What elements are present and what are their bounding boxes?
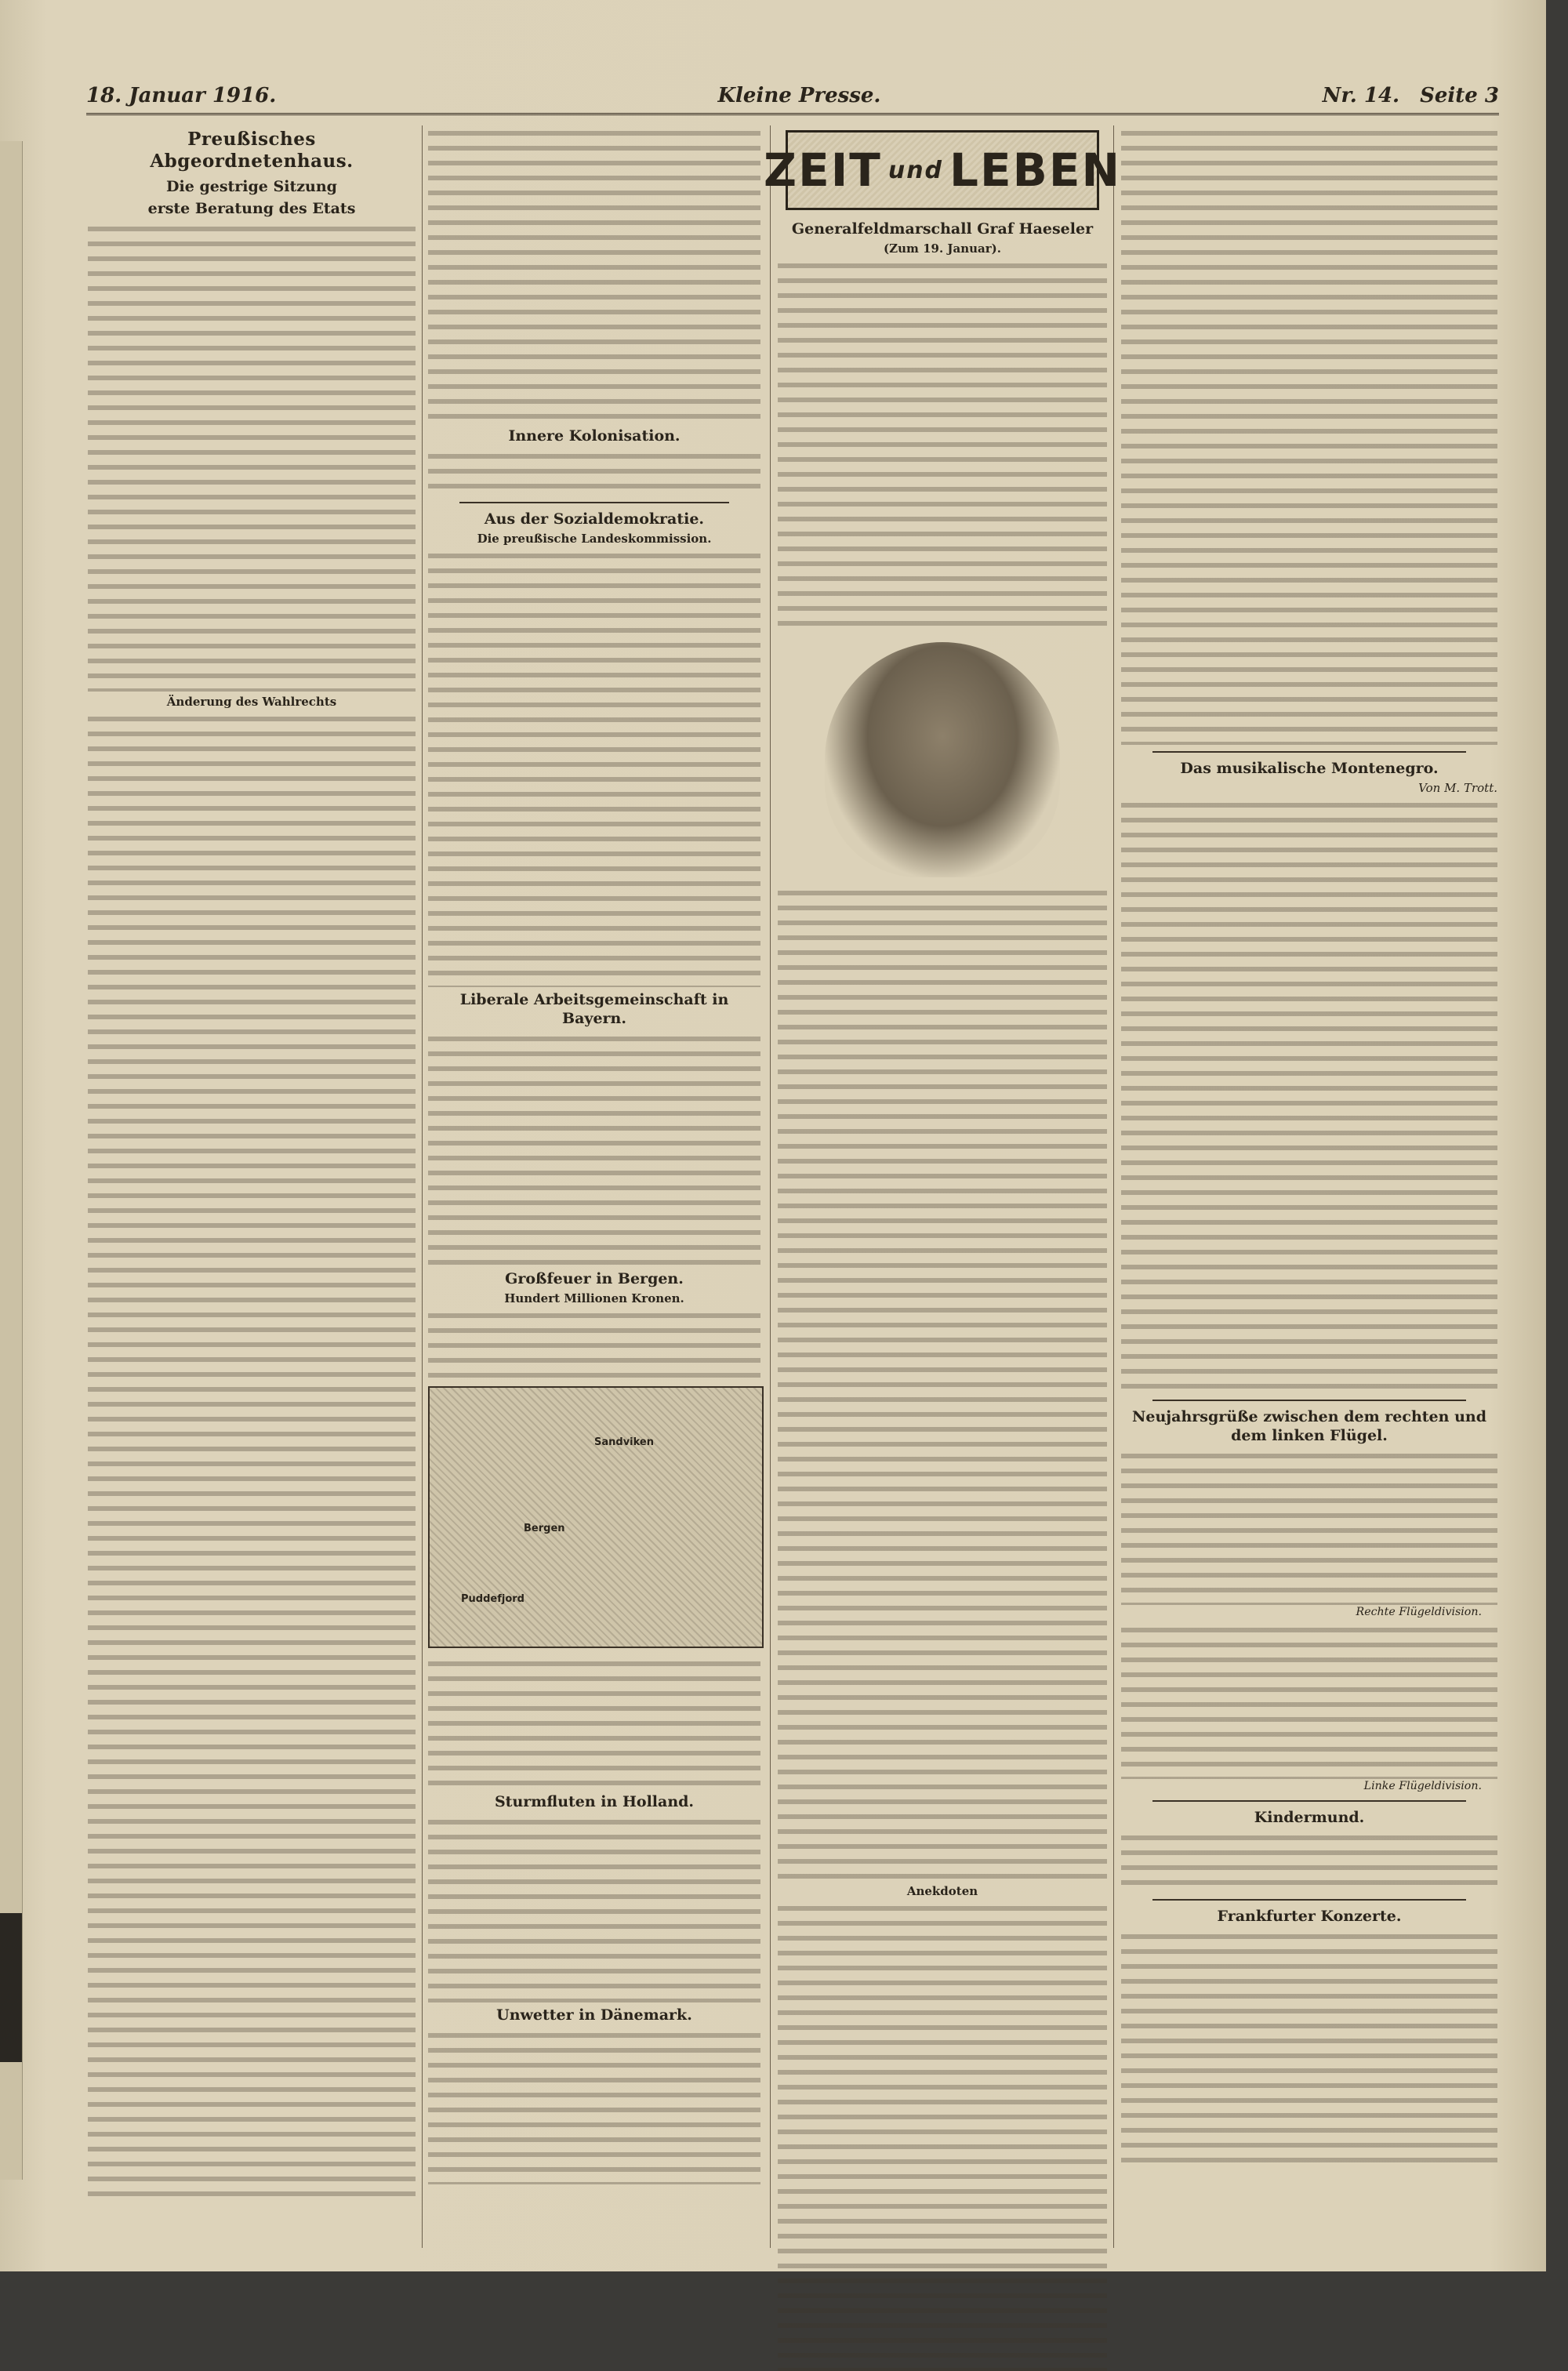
map-bergen xyxy=(428,1386,764,1648)
map-label: Sandviken xyxy=(594,1436,654,1448)
section-banner-zeit-und-leben xyxy=(764,130,1121,210)
article-body xyxy=(428,1814,760,2002)
signature-left-wing: Linke Flügeldivision. xyxy=(1363,1780,1482,1792)
headline-weather-denmark: Unwetter in Dänemark. xyxy=(496,2006,692,2024)
article-body xyxy=(428,2028,760,2184)
column-3 xyxy=(764,125,1121,2248)
headline-montenegro: Das musikalische Montenegro. xyxy=(1180,760,1439,777)
column-2 xyxy=(428,125,760,2248)
subhead-budget: erste Beratung des Etats xyxy=(147,200,356,217)
headline-liberal-bavaria: Liberale Arbeitsgemeinschaft in Bayern. xyxy=(459,991,729,1027)
page-header xyxy=(86,78,1499,115)
adjacent-page-edge xyxy=(0,141,23,2180)
column-4 xyxy=(1121,125,1497,2248)
banner-word: LEBEN xyxy=(949,143,1121,197)
issue-number: Nr. 14. xyxy=(1322,84,1400,107)
subhead-landeskommission: Die preußische Landeskommission. xyxy=(477,532,712,546)
banner-word: ZEIT xyxy=(764,143,882,197)
article-body xyxy=(428,1031,760,1266)
article-body xyxy=(428,125,760,423)
headline-kindermund: Kindermund. xyxy=(1254,1809,1365,1826)
poem-body xyxy=(1121,1622,1497,1779)
map-label: Bergen xyxy=(524,1523,565,1534)
article-body xyxy=(428,448,760,496)
headline-haeseler: Generalfeldmarschall Graf Haeseler xyxy=(791,220,1094,238)
separator xyxy=(1152,751,1466,753)
issue-date: 18. Januar 1916. xyxy=(86,84,277,107)
signature-right-wing: Rechte Flügeldivision. xyxy=(1356,1606,1482,1618)
column-rule xyxy=(770,125,771,2248)
article-body xyxy=(428,548,760,987)
separator xyxy=(1152,1400,1466,1401)
poem-body xyxy=(1121,1448,1497,1605)
column-rule xyxy=(422,125,423,2248)
subhead-anecdotes: Anekdoten xyxy=(906,1884,978,1898)
newspaper-name: Kleine Presse. xyxy=(717,84,881,107)
headline-greetings: Neujahrsgrüße zwischen dem rechten und dem linken Flügel. xyxy=(1132,1408,1486,1444)
separator xyxy=(1152,1899,1466,1901)
article-body xyxy=(1121,1929,1497,2164)
headline-colonization: Innere Kolonisation. xyxy=(508,427,681,445)
banner-word: und xyxy=(887,156,944,184)
column-1 xyxy=(88,125,416,2248)
headline-storm-holland: Sturmfluten in Holland. xyxy=(494,1793,695,1810)
headline-fire-bergen: Großfeuer in Bergen. xyxy=(505,1270,684,1287)
article-body xyxy=(428,1656,760,1789)
article-body xyxy=(88,711,416,2201)
separator xyxy=(459,502,729,503)
portrait-haeseler xyxy=(825,642,1060,877)
article-body xyxy=(778,1901,1107,2371)
subhead-session: Die gestrige Sitzung xyxy=(166,178,337,195)
headline-prussian-house: Preußisches Abgeordnetenhaus. xyxy=(150,129,354,172)
article-body xyxy=(778,885,1107,1881)
article-body xyxy=(1121,797,1497,1393)
article-body xyxy=(428,1308,760,1378)
article-body xyxy=(778,258,1107,634)
article-body xyxy=(1121,1830,1497,1893)
page-number: Seite 3 xyxy=(1420,84,1499,107)
map-label: Puddefjord xyxy=(461,1593,524,1605)
column-rule xyxy=(1113,125,1114,2248)
headline-frankfurt-concerts: Frankfurter Konzerte. xyxy=(1217,1908,1402,1925)
subhead-wahlrecht: Änderung des Wahlrechts xyxy=(166,695,337,709)
article-body xyxy=(1121,125,1497,745)
separator xyxy=(1152,1800,1466,1802)
subhead-haeseler: (Zum 19. Januar). xyxy=(884,241,1001,256)
headline-socdem: Aus der Sozialdemokratie. xyxy=(484,510,705,528)
article-body xyxy=(88,221,416,692)
issue-info xyxy=(1323,84,1499,107)
byline-montenegro: Von M. Trott. xyxy=(1418,781,1497,795)
adjacent-page-dark-block xyxy=(0,1913,22,2062)
subhead-fire: Hundert Millionen Kronen. xyxy=(504,1291,684,1305)
